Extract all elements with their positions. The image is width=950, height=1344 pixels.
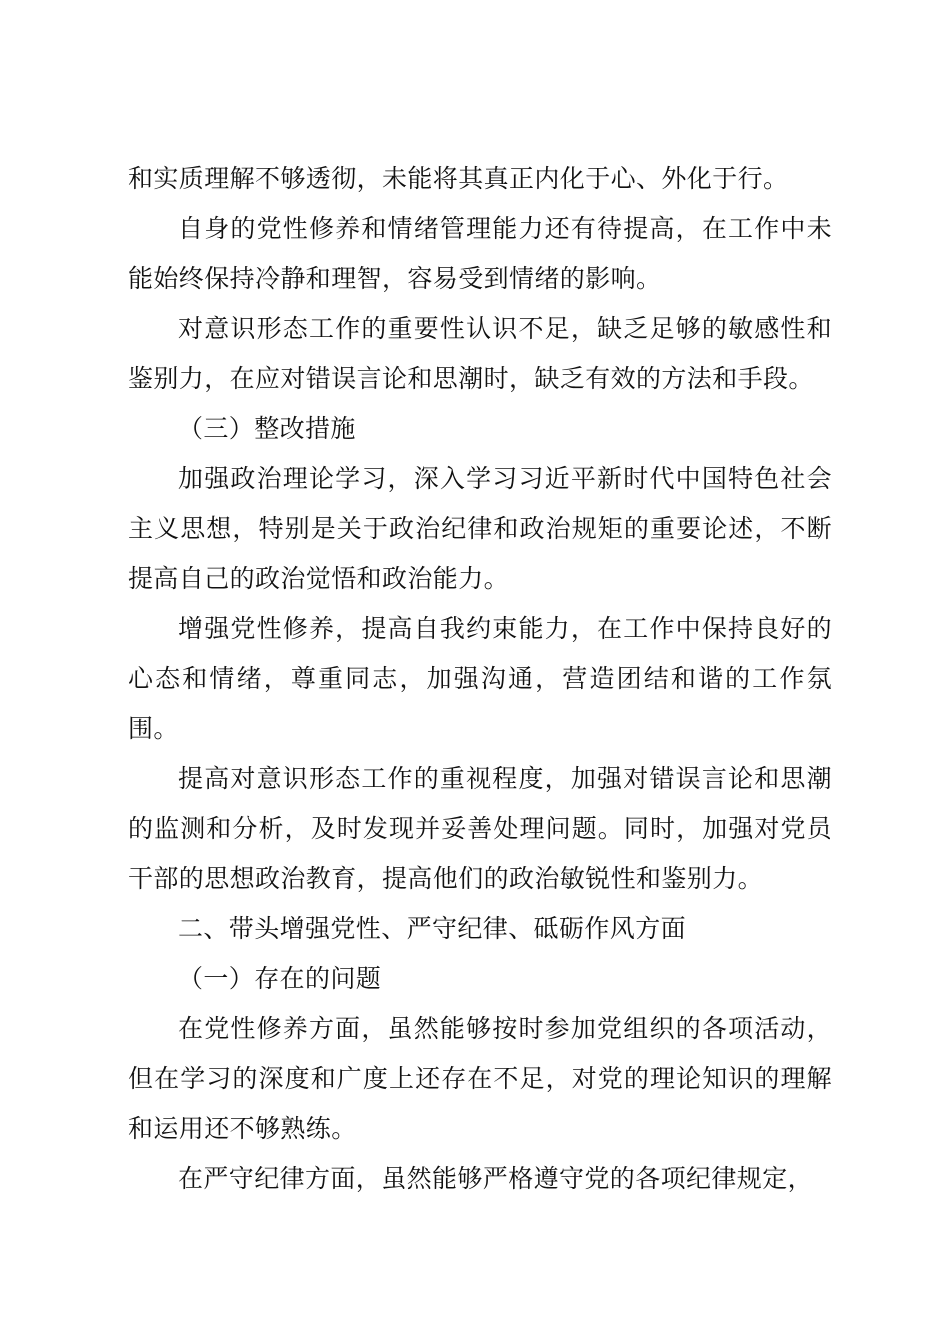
section-heading: （三）整改措施 xyxy=(178,414,356,443)
subsection-heading: （一）存在的问题 xyxy=(178,964,382,993)
paragraph: 在严守纪律方面，虽然能够严格遵守党的各项纪律规定， xyxy=(178,1164,814,1193)
paragraph: 在党性修养方面，虽然能够按时参加党组织的各项活动，但在学习的深度和广度上还存在不足，对党的理论知识的理解和运用还不够熟练。 xyxy=(128,1014,832,1143)
paragraph: 对意识形态工作的重要性认识不足，缺乏足够的敏感性和鉴别力，在应对错误言论和思潮时，缺乏有效的方法和手段。 xyxy=(128,314,832,393)
paragraph: 自身的党性修养和情绪管理能力还有待提高，在工作中未能始终保持冷静和理智，容易受到情绪的影响。 xyxy=(128,214,832,293)
paragraph: 增强党性修养，提高自我约束能力，在工作中保持良好的心态和情绪，尊重同志，加强沟通，营造团结和谐的工作氛围。 xyxy=(128,614,832,743)
paragraph-continuation: 和实质理解不够透彻，未能将其真正内化于心、外化于行。 xyxy=(128,164,789,193)
paragraph: 加强政治理论学习，深入学习习近平新时代中国特色社会主义思想，特别是关于政治纪律和政治规矩的重要论述，不断提高自己的政治觉悟和政治能力。 xyxy=(128,464,832,593)
section-heading: 二、带头增强党性、严守纪律、砥砺作风方面 xyxy=(178,914,687,943)
paragraph: 提高对意识形态工作的重视程度，加强对错误言论和思潮的监测和分析，及时发现并妥善处理问题。同时，加强对党员干部的思想政治教育，提高他们的政治敏锐性和鉴别力。 xyxy=(128,764,832,893)
document-body xyxy=(128,154,832,1204)
